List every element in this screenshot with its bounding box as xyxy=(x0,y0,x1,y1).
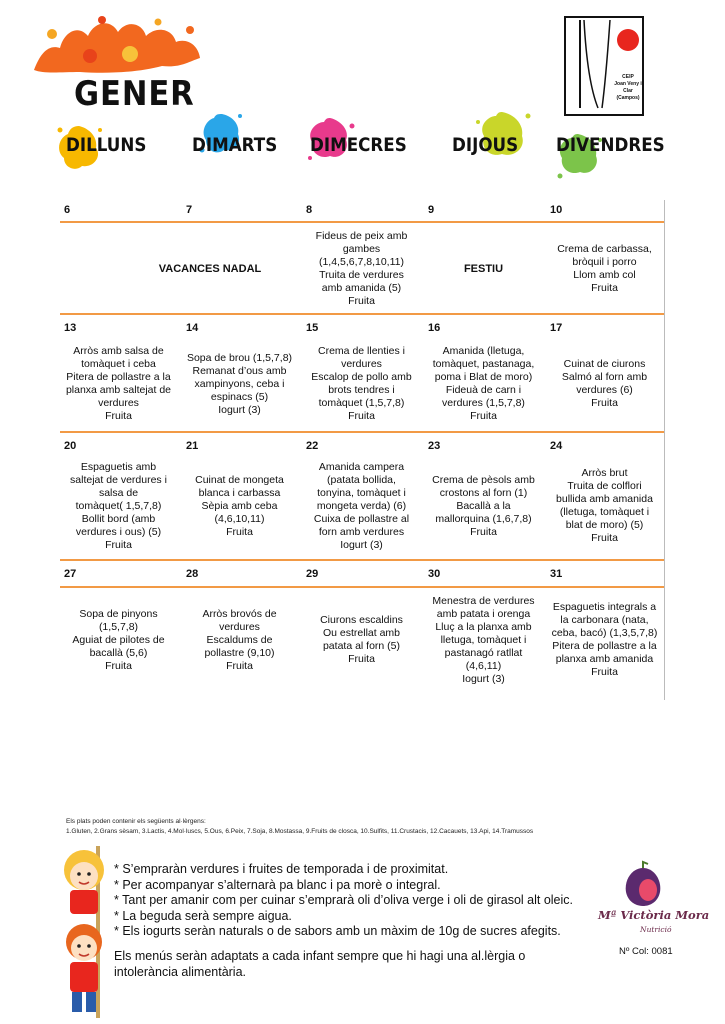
day-number: 20 xyxy=(64,440,77,452)
school-line: (Campos) xyxy=(616,95,640,101)
note-item: * La beguda serà sempre aigua. xyxy=(114,908,292,923)
day-number: 31 xyxy=(550,568,563,580)
menu-cell: Sopa de brou (1,5,7,8) Remanat d’ous amb xampinyons, ceba i espinacs (5) Iogurt (3) xyxy=(186,351,293,416)
week-separator xyxy=(60,586,665,588)
cartoon-kids-icon xyxy=(60,846,110,1018)
nutritionist-name: Mª Victòria Mora xyxy=(598,908,710,922)
day-number: 27 xyxy=(64,568,77,580)
holiday-label: VACANCES NADAL xyxy=(158,262,262,275)
menu-cell: Arròs brut Truita de colflori bullida amb amanida (lletuga, tomàquet i blat de moro) (5) Fruita xyxy=(556,467,653,544)
notes-list xyxy=(114,862,614,940)
day-header-thursday: DIJOUS xyxy=(452,134,519,156)
menu-cell: Ciurons escaldins Ou estrellat amb patata al forn (5) Fruita xyxy=(320,614,403,665)
menu-cell: Crema de carbassa, bròquil i porro Llom amb col Fruita xyxy=(557,243,652,294)
day-header-tuesday: DIMARTS xyxy=(192,134,278,156)
menu-cell: Amanida (lletuga, tomàquet, pastanaga, poma i Blat de moro) Fideuà de carn i verdures (1,5,7,8) Fruita xyxy=(432,345,535,422)
allergens-list: 1.Gluten, 2.Grans sèsam, 3.Lactis, 4.Mol·luscs, 5.Ous, 6.Peix, 7.Soja, 8.Mostassa, 9.Fruits de closca, 10.Sulfits, 11.Crustacis, 12.Cacauets, 13.Api, 14.Tramussos xyxy=(66,828,534,835)
note-item: * S’empraràn verdures i fruites de temporada i de proximitat. xyxy=(114,862,449,876)
school-name xyxy=(612,74,644,102)
note-item: * Per acompanyar s’alternarà pa blanc i pa morè o integral. xyxy=(114,877,441,892)
menu-cell: Cuinat de ciurons Salmó al forn amb verdures (6) Fruita xyxy=(561,358,648,409)
day-number: 22 xyxy=(306,440,319,452)
menu-cell: Menestra de verdures amb patata i orenga Lluç a la planxa amb lletuga, tomàquet i pastanagó ratllat (4,6,11) Iogurt (3) xyxy=(432,594,535,685)
menu-cell: Cuinat de mongeta blanca i carbassa Sèpia amb ceba (4,6,10,11) Fruita xyxy=(195,473,284,538)
school-line: Joan Veny i xyxy=(614,81,642,87)
school-line: CEIP xyxy=(622,74,634,80)
day-header-monday: DILLUNS xyxy=(66,134,147,156)
day-number: 8 xyxy=(306,204,313,216)
holiday-label: FESTIU xyxy=(463,262,504,275)
day-number: 14 xyxy=(186,322,199,334)
menu-cell: Arròs amb salsa de tomàquet i ceba Pitera de pollastre a la planxa amb saltejat de verdures Fruita xyxy=(65,345,172,422)
day-number: 23 xyxy=(428,440,441,452)
menu-cell: Espaguetis amb saltejat de verdures i salsa de tomàquet( 1,5,7,8) Bollit bord (amb verdures i ous) (5) Fruita xyxy=(70,460,167,551)
nutritionist-role: Nutrició xyxy=(640,925,672,934)
fig-logo-icon xyxy=(618,860,668,910)
day-number: 24 xyxy=(550,440,563,452)
menu-cell: Crema de pèsols amb crostons al forn (1) Bacallà a la mallorquina (1,6,7,8) Fruita xyxy=(432,473,535,538)
menu-cell: Amanida campera (patata bollida, tonyina, tomàquet i mongeta verda) (6) Cuixa de pollastre al forn amb verdures Iogurt (3) xyxy=(313,460,410,551)
grid-right-border xyxy=(664,200,665,700)
menu-cell: Arròs brovós de verdures Escaldums de pollastre (9,10) Fruita xyxy=(202,607,277,672)
day-number: 30 xyxy=(428,568,441,580)
week-separator xyxy=(60,221,665,223)
day-number: 29 xyxy=(306,568,319,580)
day-number: 6 xyxy=(64,204,71,216)
menu-cell: Espaguetis integrals a la carbonara (nata, ceba, bacó) (1,3,5,7,8) Pitera de pollastre a la planxa amb amanida Fruita xyxy=(551,601,658,678)
day-number: 17 xyxy=(550,322,563,334)
day-number: 28 xyxy=(186,568,199,580)
footer-note: Els menús seràn adaptats a cada infant sempre que hi hagi una al.lèrgia o intolerància alimentària. xyxy=(114,949,526,979)
day-number: 21 xyxy=(186,440,199,452)
paint-splash-decoration xyxy=(30,14,205,76)
allergens-title: Els plats poden contenir els següents al·lèrgens: xyxy=(66,818,206,825)
day-number: 15 xyxy=(306,322,319,334)
menu-cell: Crema de llenties i verdures Escalop de pollo amb brots tendres i tomàquet (1,5,7,8) Fruita xyxy=(311,345,412,422)
note-item: * Tant per amanir com per cuinar s’emprarà oli d’oliva verge i oli de girasol alt oleic. xyxy=(114,893,574,907)
day-header-friday: DIVENDRES xyxy=(556,134,665,156)
menu-cell: Fideus de peix amb gambes (1,4,5,6,7,8,10,11) Truita de verdures amb amanida (5) Fruita xyxy=(315,230,408,307)
note-item: * Els iogurts seràn naturals o de sabors amb un màxim de 10g de sucres afegits. xyxy=(114,924,561,938)
day-number: 10 xyxy=(550,204,563,216)
day-number: 16 xyxy=(428,322,441,334)
menu-cell: Sopa de pinyons (1,5,7,8) Aguiat de pilotes de bacallà (5,6) Fruita xyxy=(72,607,165,672)
week-separator xyxy=(60,431,665,433)
day-number: 9 xyxy=(428,204,435,216)
school-line: Clar xyxy=(623,88,633,94)
week-separator xyxy=(60,559,665,561)
week-separator xyxy=(60,313,665,315)
month-title: GENER xyxy=(74,74,195,114)
day-header-wednesday: DIMECRES xyxy=(310,134,407,156)
day-number: 7 xyxy=(186,204,193,216)
day-number: 13 xyxy=(64,322,77,334)
college-number: Nº Col: 0081 xyxy=(619,946,673,957)
